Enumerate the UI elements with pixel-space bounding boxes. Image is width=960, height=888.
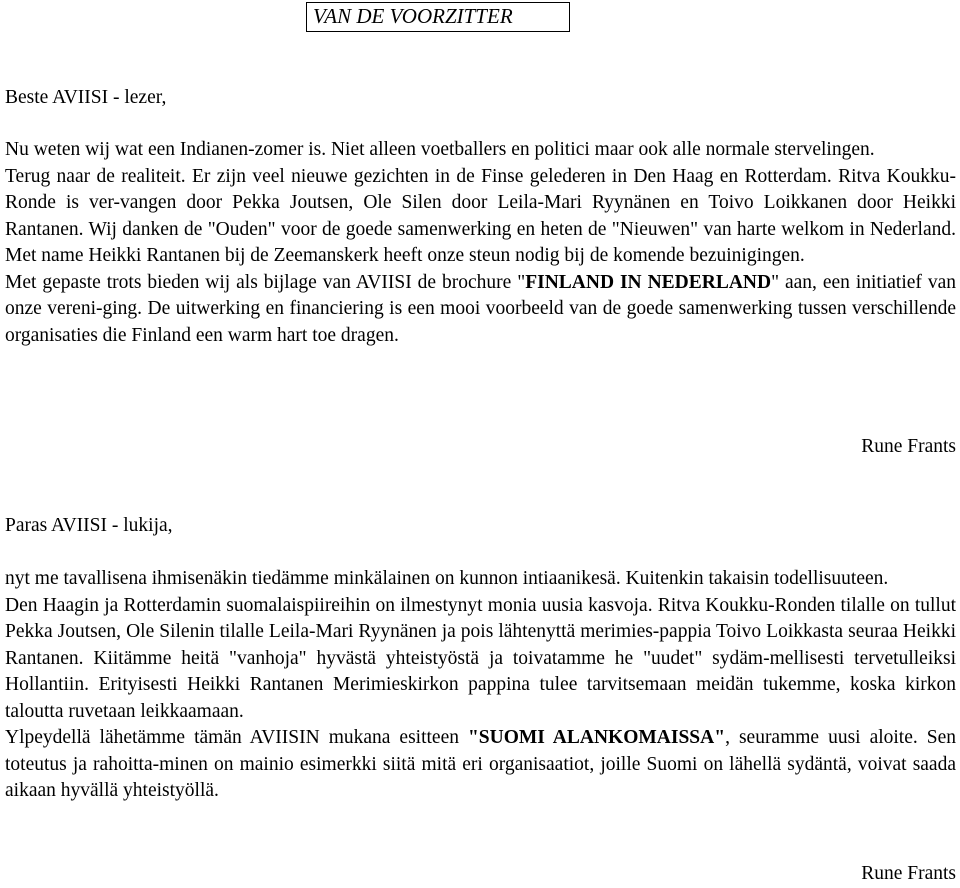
dutch-paragraph-3-end: " aan, een initiatief van onze vereni-ging. De uitwerking en financiering is een mooi voorbeeld van de goede samenwerking tussen verschillende organisaties die Finland een warm hart toe dragen. [5,271,956,346]
dutch-signature: Rune Frants [861,436,956,457]
finnish-paragraph-2: Den Haagin ja Rotterdamin suomalaispiireihin on ilmestynyt monia uusia kasvoja. Ritva Koukku-Ronden tilalle on tullut Pekka Joutsen, Ole Silenin tilalle Leila-Mari Ryynänen ja pois lähtenyttä merimies-pappia Toivo Loikkasta seuraa Heikki Rantanen. Kiitämme heitä "vanhoja" hyvästä yhteistyöstä ja toivatamme he "uudet" sydäm-mellisesti tervetulleiksi Hollantiin. Erityisesti Heikki Rantanen Merimieskirkon pappina tulee tarvitsemaan meidän tukemme, koska kirkon taloutta ruvetaan leikkaamaan. [5,594,956,722]
brochure-title-nl: FINLAND IN NEDERLAND [525,271,772,293]
finnish-paragraph-3 [5,725,956,805]
page-title: VAN DE VOORZITTER [306,2,570,32]
finnish-paragraph-3-end: , seuramme uusi aloite. Sen toteutus ja rahoitta-minen on mainio esimerkki siitä mitä eri organisaatiot, joille Suomi on lähellä sydäntä, voivat saada aikaan hyvällä yhteistyöllä. [5,727,957,801]
dutch-paragraph-1: Nu weten wij wat een Indianen-zomer is. Niet alleen voetballers en politici maar ook alle normale stervelingen. [5,139,875,160]
finnish-signature: Rune Frants [861,863,956,884]
document-page [5,0,956,884]
dutch-paragraph-3-start: Met gepaste trots bieden wij als bijlage van AVIISI de brochure " [5,271,526,293]
finnish-greeting: Paras AVIISI - lukija, [5,515,173,536]
dutch-body [5,137,956,349]
finnish-paragraph-1: nyt me tavallisena ihmisenäkin tiedämme minkälainen on kunnon intiaanikesä. Kuitenkin takaisin todellisuuteen. [5,568,889,589]
dutch-paragraph-2: Terug naar de realiteit. Er zijn veel nieuwe gezichten in de Finse gelederen in Den Haag en Rotterdam. Ritva Koukku-Ronde is ver-vangen door Pekka Joutsen, Ole Silen door Leila-Mari Ryynänen en Toivo Loikkanen door Heikki Rantanen. Wij danken de "Ouden" voor de goede samenwerking en heten de "Nieuwen" van harte welkom in Nederland. Met name Heikki Rantanen bij de Zeemanskerk heeft onze steun nodig bij de komende bezuinigingen. [5,165,956,266]
brochure-title-fi: "SUOMI ALANKOMAISSA" [467,727,726,748]
finnish-body [5,566,956,805]
finnish-paragraph-3-start: Ylpeydellä lähetämme tämän AVIISIN mukana esitteen [5,727,468,748]
dutch-greeting: Beste AVIISI - lezer, [5,87,167,108]
dutch-paragraph-3 [5,270,956,350]
